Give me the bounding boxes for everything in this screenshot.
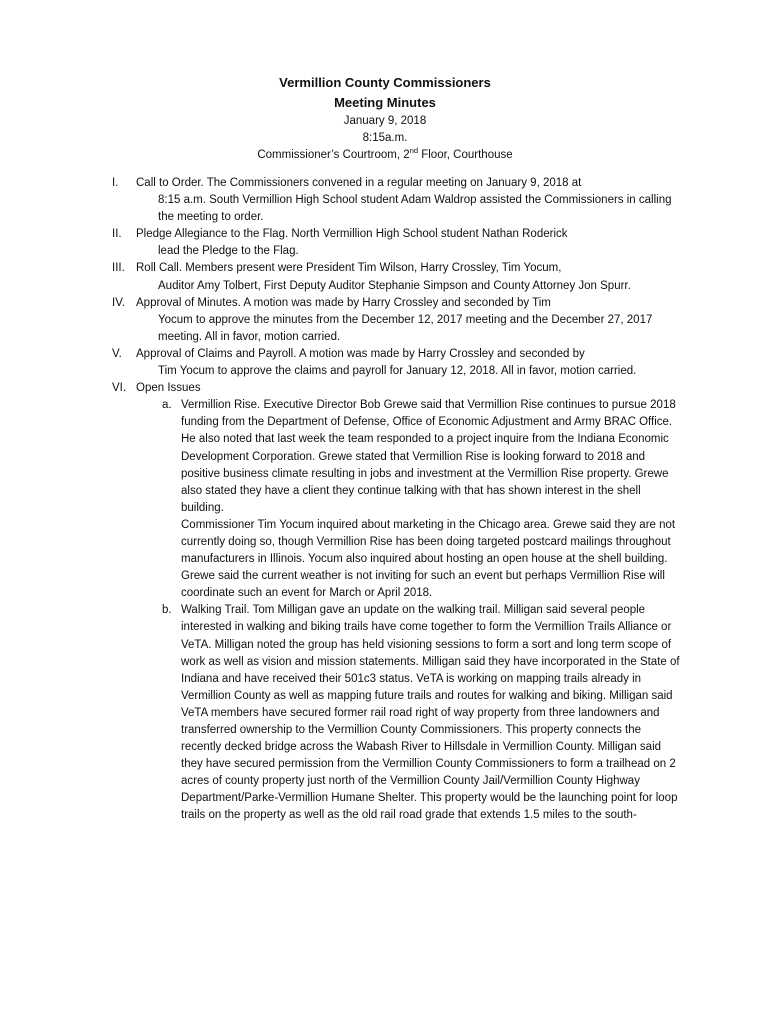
- location-text-end: Floor, Courthouse: [418, 149, 513, 161]
- minutes-item-approval-of-minutes: [0, 295, 770, 346]
- item-continuation: Yocum to approve the minutes from the December 12, 2017 meeting and the December 27, 2017 meeting. All in favor, motion carried.: [158, 313, 653, 343]
- open-issue-vermillion-rise: [0, 397, 770, 602]
- sub-item-paragraph: Vermillion Rise. Executive Director Bob Grewe said that Vermillion Rise continues to pursue 2018 funding from the Department of Defense, Office of Economic Adjustment and Army BRAC Office. He also noted that last week the team responded to a project inquire from the Indiana Economic Development Corporation. Grewe stated that Vermillion Rise is looking forward to 2018 and positive business climate resulting in jobs and investment at the Vermillion Rise property. Grewe also stated they have a client they continue talking with that has shown interest in the shell building.: [181, 399, 676, 514]
- meeting-date: January 9, 2018: [343, 115, 427, 127]
- item-continuation: 8:15 a.m. South Vermillion High School student Adam Waldrop assisted the Commissioners in calling the meeting to order.: [158, 194, 672, 224]
- item-number: V.: [112, 347, 122, 360]
- sub-item-paragraph: Commissioner Tim Yocum inquired about marketing in the Chicago area. Grewe said they are not currently doing so, though Vermillion Rise has been doing targeted postcard mailings throughout manufacturers in Illinois. Yocum also inquired about hosting an open house at the shell building. Grewe said the current weather is not inviting for such an event but perhaps Vermillion Rise will coordinate such an event for March or April 2018.: [181, 518, 676, 600]
- item-number: I.: [112, 177, 119, 189]
- sub-item-letter: a.: [162, 399, 172, 412]
- sub-item-paragraph: Walking Trail. Tom Milligan gave an update on the walking trail. Milligan said several people interested in walking and biking trails have come together to form the Vermillion Trails Alliance or VeTA. Milligan noted the group has held visioning sessions to form a sort and long term scope of work as well as vision and mission statements. Milligan said they have incorporated in the State of Indiana and have received their 501c3 status. VeTA is working on mapping trails already in Vermillion County as well as mapping future trails and routes for walking and biking. Milligan said VeTA members have secured former rail road right of way property from three landowners and transferred ownership to the Vermillion County Commissioners. This property connects the recently decked bridge across the Wabash River to Hillsdale in Vermillion County. Milligan said they have secured permission from the Vermillion County Commissioners to form a trailhead on 2 acres of county property just north of the Vermillion County Jail/Vermillion County Highway Department/Parke-Vermillion Humane Shelter. This property would be the launching point for loop trails on the property as well as the old rail road grade that extends 1.5 miles to the south-: [181, 604, 680, 822]
- document-title: Vermillion County Commissioners: [279, 75, 491, 90]
- sub-item-letter: b.: [162, 604, 172, 617]
- minutes-item-open-issues: [0, 380, 770, 397]
- item-first-line: Approval of Claims and Payroll. A motion was made by Harry Crossley and seconded by: [136, 347, 585, 360]
- location-superscript: nd: [409, 146, 419, 156]
- minutes-item-pledge: [0, 226, 770, 260]
- minutes-item-claims-and-payroll: [0, 346, 770, 380]
- item-continuation: Auditor Amy Tolbert, First Deputy Auditor Stephanie Simpson and County Attorney Jon Spurr.: [158, 279, 631, 292]
- item-continuation: lead the Pledge to the Flag.: [158, 245, 299, 258]
- item-number: III.: [112, 262, 125, 275]
- item-first-line: Call to Order. The Commissioners convened in a regular meeting on January 9, 2018 at: [136, 177, 582, 189]
- minutes-body: [0, 175, 770, 825]
- item-first-line: Open Issues: [136, 382, 201, 395]
- meeting-location: [0, 147, 770, 163]
- item-continuation: Tim Yocum to approve the claims and payroll for January 12, 2018. All in favor, motion carried.: [158, 365, 637, 378]
- item-number: II.: [112, 228, 122, 241]
- item-number: IV.: [112, 296, 126, 309]
- item-first-line: Approval of Minutes. A motion was made by Harry Crossley and seconded by Tim: [136, 296, 551, 309]
- document-subtitle: Meeting Minutes: [334, 95, 436, 110]
- item-first-line: Pledge Allegiance to the Flag. North Vermillion High School student Nathan Roderick: [136, 228, 568, 241]
- minutes-item-roll-call: [0, 260, 770, 294]
- minutes-item-call-to-order: [0, 175, 770, 226]
- location-text: Commissioner’s Courtroom, 2: [257, 149, 410, 161]
- item-number: VI.: [112, 382, 127, 395]
- meeting-time: 8:15a.m.: [362, 132, 408, 144]
- open-issue-walking-trail: [0, 602, 770, 824]
- item-first-line: Roll Call. Members present were President Tim Wilson, Harry Crossley, Tim Yocum,: [136, 262, 562, 275]
